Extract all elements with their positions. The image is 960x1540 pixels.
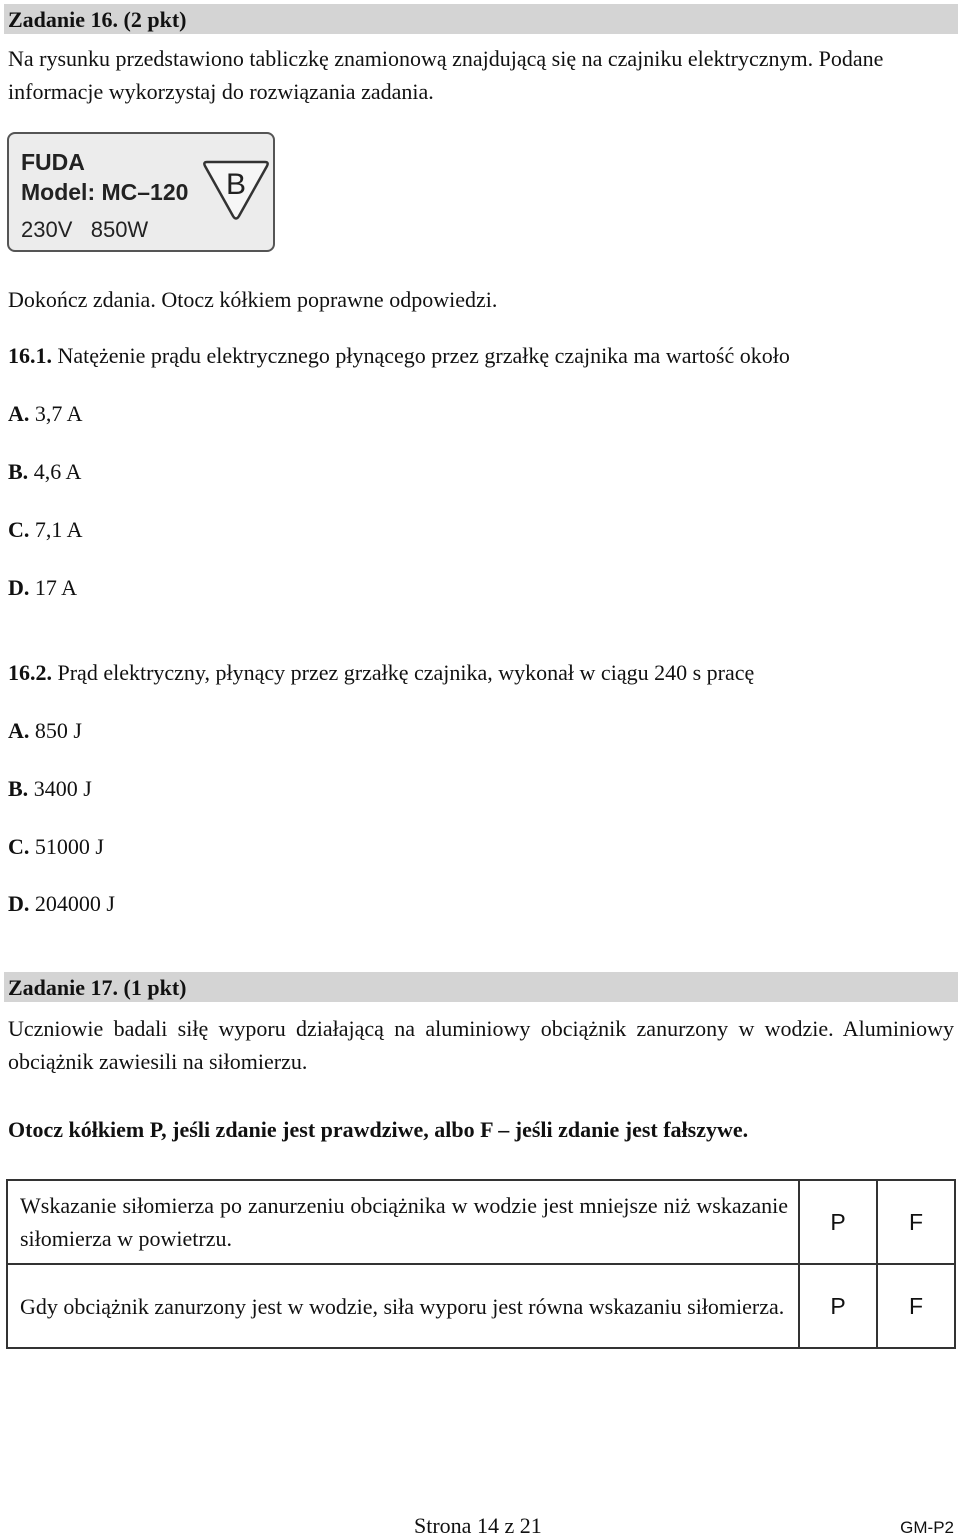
option-16-1-b[interactable] <box>8 458 81 486</box>
option-p-2[interactable]: P <box>799 1264 877 1348</box>
kettle-nameplate <box>7 132 275 252</box>
option-text: 4,6 A <box>33 459 82 484</box>
option-letter: A. <box>8 718 30 743</box>
option-text: 204000 J <box>34 891 115 916</box>
option-16-1-c[interactable] <box>8 516 83 544</box>
exam-code: GM-P2 <box>900 1518 954 1537</box>
question-16-2 <box>8 659 754 687</box>
option-16-1-d[interactable] <box>8 574 77 602</box>
option-letter: C. <box>8 517 30 542</box>
question-number: 16.2. <box>8 660 52 685</box>
task17-intro: Uczniowie badali siłę wyporu działającą na aluminiowy obciążnik zanurzony w wodzie. Aluminiowy obciążnik zawiesili na siłomierzu. <box>8 1016 954 1074</box>
option-text: 850 J <box>34 718 82 743</box>
statement-1: Wskazanie siłomierza po zanurzeniu obciążnika w wodzie jest mniejsze niż wskazanie siłomierza w powietrzu. <box>7 1180 799 1264</box>
safety-mark-b-icon <box>201 156 271 224</box>
option-letter: A. <box>8 401 30 426</box>
option-letter: B. <box>8 459 29 484</box>
option-text: 3400 J <box>33 776 92 801</box>
option-16-1-a[interactable] <box>8 400 83 428</box>
option-text: 7,1 A <box>34 517 83 542</box>
option-letter: D. <box>8 891 30 916</box>
option-p-1[interactable]: P <box>799 1180 877 1264</box>
nameplate-badge-letter: B <box>225 168 247 201</box>
option-text: 17 A <box>34 575 78 600</box>
option-letter: C. <box>8 834 30 859</box>
question-16-1 <box>8 342 790 370</box>
statement-2: Gdy obciążnik zanurzony jest w wodzie, siła wyporu jest równa wskazaniu siłomierza. <box>7 1264 799 1348</box>
nameplate-brand: FUDA <box>21 149 85 175</box>
option-16-2-c[interactable] <box>8 833 104 861</box>
nameplate-rating: 230V 850W <box>21 217 149 242</box>
question-text: Prąd elektryczny, płynący przez grzałkę czajnika, wykonał w ciągu 240 s pracę <box>57 660 755 685</box>
task16-instruction: Dokończ zdania. Otocz kółkiem poprawne odpowiedzi. <box>8 287 498 312</box>
true-false-table <box>6 1179 956 1349</box>
question-text: Natężenie prądu elektrycznego płynącego przez grzałkę czajnika ma wartość około <box>57 343 790 368</box>
table-row <box>7 1180 955 1264</box>
option-16-2-d[interactable] <box>8 890 115 918</box>
task17-instruction: Otocz kółkiem P, jeśli zdanie jest prawdziwe, albo F – jeśli zdanie jest fałszywe. <box>8 1117 749 1142</box>
option-f-1[interactable]: F <box>877 1180 955 1264</box>
task16-intro: Na rysunku przedstawiono tabliczkę znamionową znajdującą się na czajniku elektrycznym. Podane informacje wykorzystaj do rozwiązania zadania. <box>8 46 884 104</box>
page-number: Strona 14 z 21 <box>414 1513 542 1538</box>
option-letter: D. <box>8 575 30 600</box>
option-f-2[interactable]: F <box>877 1264 955 1348</box>
question-number: 16.1. <box>8 343 52 368</box>
option-text: 51000 J <box>34 834 104 859</box>
nameplate-model: Model: MC–120 <box>21 179 189 205</box>
task17-header: Zadanie 17. (1 pkt) <box>4 972 958 1002</box>
option-letter: B. <box>8 776 29 801</box>
option-16-2-b[interactable] <box>8 775 92 803</box>
task16-header: Zadanie 16. (2 pkt) <box>4 4 958 34</box>
option-text: 3,7 A <box>34 401 83 426</box>
table-row <box>7 1264 955 1348</box>
option-16-2-a[interactable] <box>8 717 82 745</box>
